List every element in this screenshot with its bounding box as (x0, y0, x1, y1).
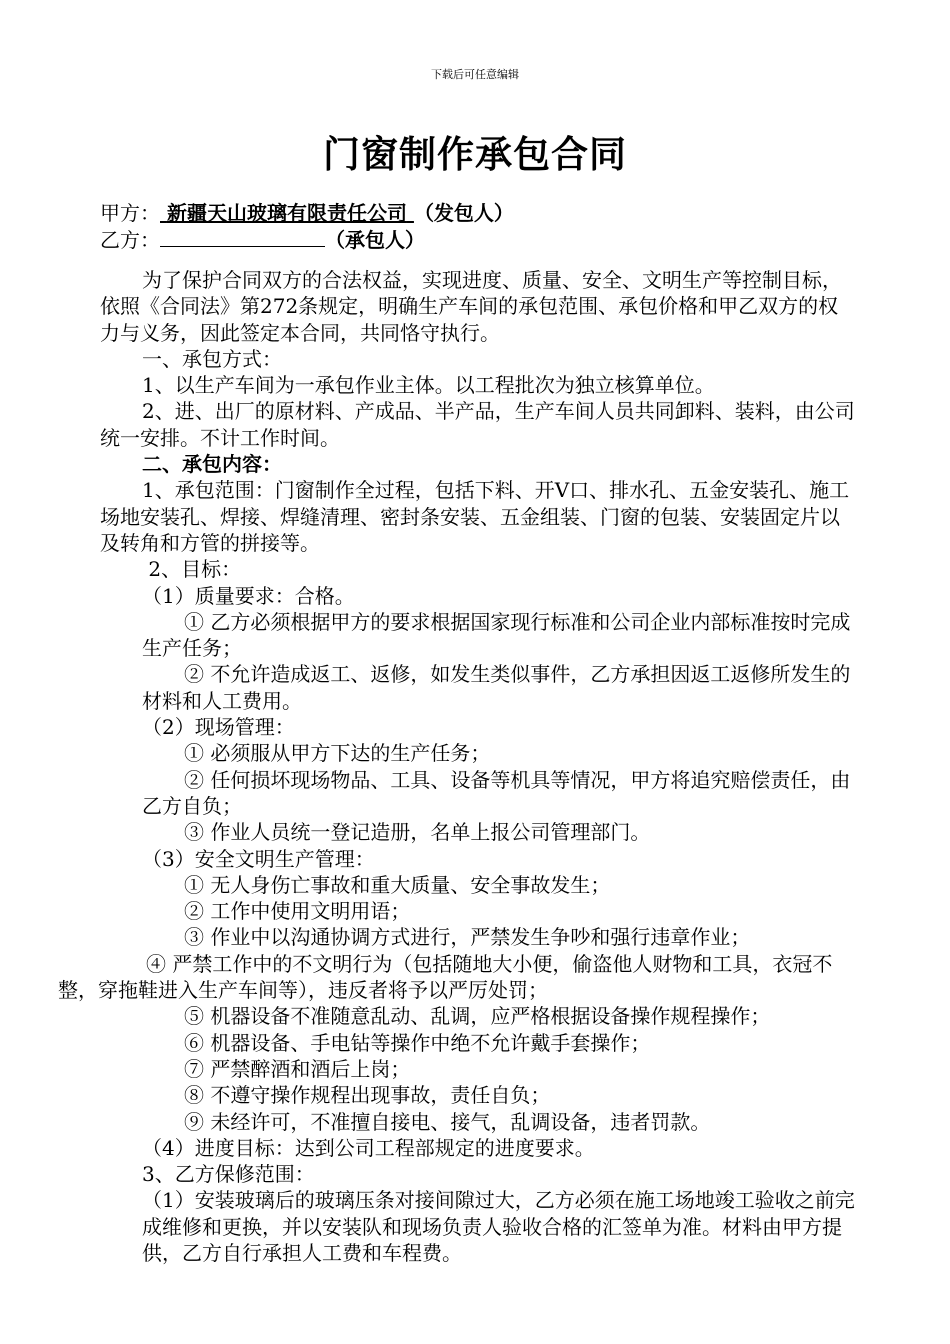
list-item: ① 无人身伤亡事故和重大质量、安全事故发生； (184, 872, 611, 897)
sub-clause: （1）安装玻璃后的玻璃压条对接间隙过大，乙方必须在施工场地竣工验收之前完成维修和更换，并以安装队和现场负责人验收合格的汇签单为准。材料由甲方提供，乙方自行承担人工费和车程费。 (142, 1188, 855, 1265)
party-b-blank (160, 226, 325, 247)
party-a-role: （发包人） (413, 201, 514, 225)
party-b-line (100, 226, 425, 254)
clause: 3、乙方保修范围： (142, 1162, 315, 1187)
clause: 1、承包范围：门窗制作全过程，包括下料、开V口、排水孔、五金安装孔、施工场地安装孔、焊接、焊缝清理、密封条安装、五金组装、门窗的包装、安装固定片以及转角和方管的拼接等。 (100, 478, 850, 555)
party-b-role: （承包人） (325, 228, 425, 252)
list-item: ③ 作业中以沟通协调方式进行，严禁发生争吵和强行违章作业； (184, 925, 751, 950)
list-item: ③ 作业人员统一登记造册，名单上报公司管理部门。 (184, 820, 651, 845)
list-item: ⑤ 机器设备不准随意乱动、乱调，应严格根据设备操作规程操作； (184, 1004, 771, 1029)
list-item: ② 工作中使用文明用语； (184, 899, 411, 924)
sub-heading: （4）进度目标：达到公司工程部规定的进度要求。 (142, 1135, 595, 1160)
section-heading: 一、承包方式： (142, 346, 282, 371)
header-note: 下载后可任意编辑 (431, 68, 519, 81)
section-heading: 二、承包内容： (142, 452, 282, 477)
sub-heading: （1）质量要求：合格。 (142, 583, 355, 608)
party-a-label: 甲方： (100, 201, 160, 225)
list-item: ① 乙方必须根据甲方的要求根据国家现行标准和公司企业内部标准按时完成生产任务； (142, 609, 851, 661)
party-a-name: 新疆天山玻璃有限责任公司 (166, 201, 407, 225)
contract-body (58, 267, 856, 1266)
list-item: ⑨ 未经许可，不准擅自接电、接气，乱调设备，违者罚款。 (184, 1109, 711, 1134)
list-item: ⑧ 不遵守操作规程出现事故，责任自负； (184, 1083, 551, 1108)
list-item: ② 不允许造成返工、返修，如发生类似事件，乙方承担因返工返修所发生的材料和人工费用。 (142, 662, 851, 713)
clause: 2、目标： (142, 557, 242, 582)
list-item: ① 必须服从甲方下达的生产任务； (184, 741, 491, 766)
intro-paragraph: 为了保护合同双方的合法权益，实现进度、质量、安全、文明生产等控制目标，依照《合同法》第272条规定，明确生产车间的承包范围、承包价格和甲乙双方的权力与义务，因此签定本合同，共同恪守执行。 (100, 268, 842, 345)
list-item: ② 任何损坏现场物品、工具、设备等机具等情况，甲方将追究赔偿责任，由乙方自负； (142, 767, 851, 818)
party-a-line (100, 200, 514, 227)
clause: 2、进、出厂的原材料、产成品、半产品，生产车间人员共同卸料、装料，由公司统一安排。不计工作时间。 (100, 399, 855, 450)
list-item: ⑥ 机器设备、手电钻等操作中绝不允许戴手套操作； (184, 1030, 651, 1055)
sub-heading: （3）安全文明生产管理： (142, 846, 375, 871)
document-title: 门窗制作承包合同 (323, 133, 627, 176)
list-item: ④ 严禁工作中的不文明行为（包括随地大小便，偷盗他人财物和工具，衣冠不整，穿拖鞋进入生产车间等），违反者将予以严厉处罚； (58, 951, 833, 1003)
party-b-label: 乙方： (100, 228, 160, 252)
clause: 1、以生产车间为一承包作业主体。以工程批次为独立核算单位。 (142, 373, 715, 398)
list-item: ⑦ 严禁醉酒和酒后上岗； (184, 1056, 411, 1081)
sub-heading: （2）现场管理： (142, 715, 295, 740)
